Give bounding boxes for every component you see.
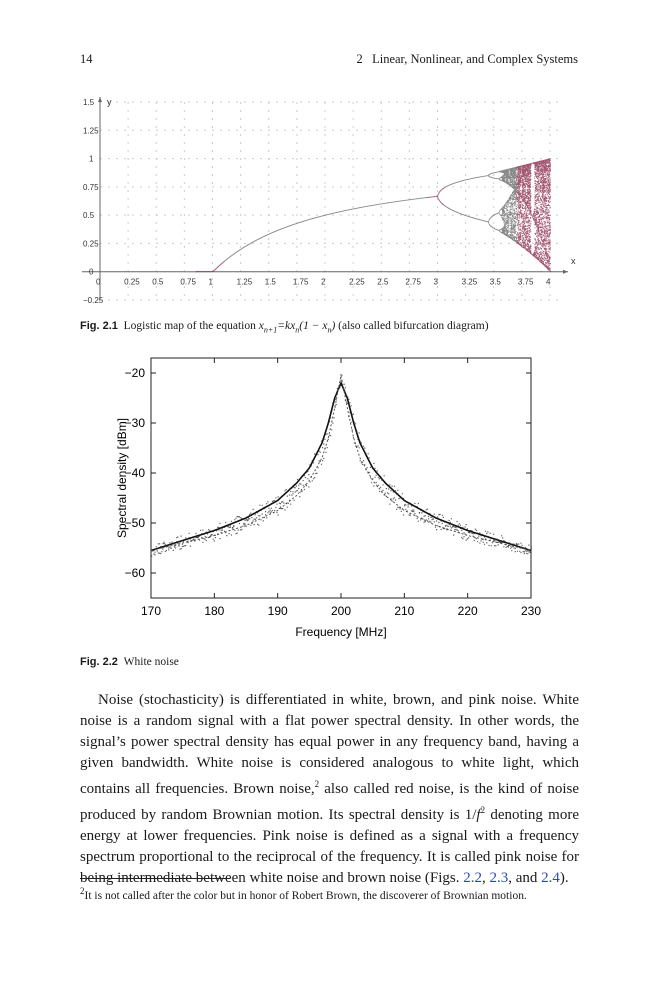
- figure1-equation: $x_{n+1}=kx_n(1 - x_n)$: [258, 320, 336, 335]
- x-tick-label: 180: [204, 604, 225, 618]
- y-tick-label: 1.25: [83, 126, 99, 136]
- figure2-caption-text: White noise: [123, 656, 179, 668]
- x-tick-label: 0.25: [124, 277, 140, 287]
- figure-ref-2-4[interactable]: 2.4: [541, 870, 560, 886]
- x-tick-label: 3.75: [517, 277, 534, 287]
- figure1-caption-rest: (also called bifurcation diagram): [338, 320, 489, 332]
- x-axis-label: x: [571, 256, 576, 266]
- figure2-caption-label: Fig. 2.2: [80, 656, 118, 668]
- body-paragraph: Noise (stochasticity) is differentiated in white, brown, and pink noise. White noise is a random signal with a flat power spectral density. In other words, the signal’s power spectral density has equal power in any frequency band, having a given bandwidth. White noise is considered analogous to white light, which contains all frequencies. Brown noise,$^2$ also called red noise, is the kind of noise produced by random Brownian motion. Its spectral density is $1/f^2$ denoting more energy at lower frequencies. Pink noise is defined as a signal with a frequency spectrum proportional to the reciprocal of the frequency. It is called pink noise for being intermediate between white noise and brown noise (Figs. 2.2, 2.3, and 2.4).: [80, 692, 579, 886]
- page-number: 14: [80, 52, 93, 66]
- y-tick-label: 0.25: [83, 239, 99, 249]
- figure1-caption-label: Fig. 2.1: [80, 320, 118, 332]
- x-tick-label: 230: [520, 604, 542, 618]
- y-tick-label: 1: [89, 154, 94, 164]
- x-axis-arrow: [563, 270, 568, 274]
- footnote-rule: [80, 878, 230, 879]
- x-tick-label: 3: [433, 277, 438, 287]
- x-tick-label: 3.25: [461, 277, 478, 287]
- y-axis-label: y: [107, 97, 112, 107]
- x-tick-label: 170: [140, 604, 162, 618]
- x-tick-label: 1.75: [292, 277, 309, 287]
- figure1-caption-text: Logistic map of the equation: [123, 320, 256, 332]
- figure-ref-2-2[interactable]: 2.2: [463, 870, 482, 886]
- x-tick-label: 2.75: [405, 277, 421, 287]
- x-tick-label: 3.5: [489, 277, 501, 287]
- x-tick-label: 210: [394, 604, 415, 618]
- x-tick-label: 1.5: [264, 277, 276, 287]
- y-tick-label: −0.25: [83, 296, 104, 305]
- y-tick-label: 0.75: [83, 182, 99, 192]
- x-tick-label: 1.25: [236, 277, 253, 287]
- x-tick-label: 0.75: [180, 277, 196, 287]
- figure-ref-2-3[interactable]: 2.3: [489, 870, 509, 886]
- orbit-points: [184, 167, 517, 272]
- x-tick-label: 1: [208, 277, 213, 287]
- y-tick-label: −40: [124, 466, 145, 480]
- x-tick-label: 0: [96, 277, 101, 287]
- chapter-header: 2 Linear, Nonlinear, and Complex Systems: [356, 52, 578, 66]
- bifurcation-tick-labels: [83, 98, 551, 305]
- x-tick-label: 2.25: [349, 277, 365, 287]
- y-tick-label: 0.5: [83, 211, 95, 221]
- bifurcation-grid: [82, 97, 568, 300]
- x-tick-label: 0.5: [152, 277, 164, 287]
- y-axis-arrow: [98, 97, 102, 102]
- plot-frame: [151, 358, 531, 598]
- y-tick-label: −20: [124, 366, 145, 380]
- y-tick-label: −60: [124, 566, 145, 580]
- bifurcation-chart: [78, 92, 588, 307]
- x-tick-label: 220: [457, 604, 478, 618]
- spectral-density-chart: [108, 352, 548, 644]
- y-tick-label: 0: [89, 267, 94, 277]
- y-tick-label: −30: [124, 416, 145, 430]
- figure1-caption: [80, 320, 489, 334]
- y-tick-label: −50: [124, 516, 145, 530]
- y-tick-label: 1.5: [83, 98, 95, 107]
- x-axis-title: Frequency [MHz]: [295, 625, 387, 639]
- x-tick-label: 190: [267, 604, 288, 618]
- figure2-caption: [80, 656, 179, 668]
- footnote-ref[interactable]: 2: [314, 779, 320, 789]
- footnote: $^2$It is not called after the color but in honor of Robert Brown, the discoverer of Brownian motion.: [80, 886, 527, 902]
- x-tick-label: 2.5: [377, 277, 389, 287]
- x-tick-label: 2: [321, 277, 326, 287]
- x-tick-label: 4: [546, 277, 551, 287]
- x-tick-label: 200: [330, 604, 352, 618]
- bifurcation-points: [184, 159, 550, 272]
- y-axis-title: Spectral density [dBm]: [115, 417, 129, 539]
